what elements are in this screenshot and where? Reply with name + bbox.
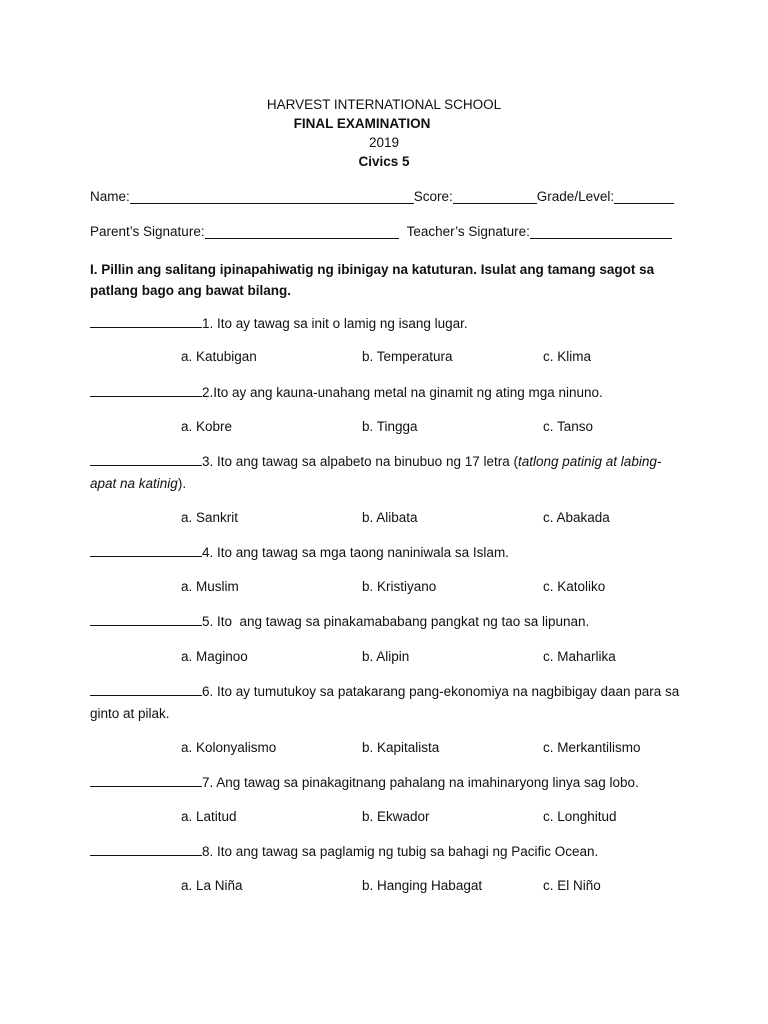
school-name: HARVEST INTERNATIONAL SCHOOL	[266, 97, 502, 112]
question-6-text: 6. Ito ay tumutukoy sa patakarang pang-ekonomiya na nagbibigay daan para sa ginto at pilak.	[90, 684, 680, 721]
option-4b: b. Kristiyano	[362, 579, 437, 594]
option-1b: b. Temperatura	[362, 349, 453, 364]
option-5a: a. Maginoo	[181, 649, 248, 664]
option-3c: c. Abakada	[543, 510, 610, 525]
question-8	[90, 841, 680, 863]
answer-blank-7[interactable]	[90, 772, 202, 787]
options-5	[181, 649, 681, 669]
score-label: Score:	[413, 189, 453, 204]
score-blank[interactable]	[453, 189, 537, 204]
option-6a: a. Kolonyalismo	[181, 740, 277, 755]
question-1	[90, 313, 680, 335]
answer-blank-8[interactable]	[90, 841, 202, 856]
question-3-tail: ).	[177, 476, 187, 491]
option-2b: b. Tingga	[362, 419, 418, 434]
option-4c: c. Katoliko	[543, 579, 606, 594]
grade-label: Grade/Level:	[536, 189, 615, 204]
option-6c: c. Merkantilismo	[543, 740, 641, 755]
option-3a: a. Sankrit	[181, 510, 239, 525]
options-7	[181, 809, 681, 829]
exam-subject: Civics 5	[358, 154, 410, 169]
option-3b: b. Alibata	[362, 510, 418, 525]
signature-row	[90, 224, 675, 239]
option-5c: c. Maharlika	[543, 649, 616, 664]
name-label: Name:	[90, 189, 130, 204]
student-info-row	[90, 189, 675, 204]
answer-blank-3[interactable]	[90, 451, 202, 466]
option-8a: a. La Niña	[181, 878, 243, 893]
question-5-text: 5. Ito ang tawag sa pinakamababang pangkat ng tao sa lipunan.	[202, 614, 590, 629]
instructions: I. Pillin ang salitang ipinapahiwatig ng ibinigay na katuturan. Isulat ang tamang sagot sa patlang bago ang bawat bilang.	[90, 262, 655, 298]
teacher-signature-blank[interactable]	[530, 224, 672, 239]
options-6	[181, 740, 681, 760]
parent-signature-blank[interactable]	[205, 224, 399, 239]
option-5b: b. Alipin	[362, 649, 410, 664]
option-6b: b. Kapitalista	[362, 740, 440, 755]
options-8	[181, 878, 681, 898]
option-8c: c. El Niño	[543, 878, 601, 893]
options-2	[181, 419, 681, 439]
answer-blank-1[interactable]	[90, 313, 202, 328]
question-4	[90, 542, 680, 564]
options-4	[181, 579, 681, 599]
question-1-text: 1. Ito ay tawag sa init o lamig ng isang lugar.	[202, 316, 468, 331]
option-7b: b. Ekwador	[362, 809, 430, 824]
question-3	[90, 451, 680, 495]
question-7-text: 7. Ang tawag sa pinakagitnang pahalang na imahinaryong linya sag lobo.	[202, 775, 639, 790]
grade-blank[interactable]	[614, 189, 674, 204]
option-1c: c. Klima	[543, 349, 592, 364]
question-3-text: 3. Ito ang tawag sa alpabeto na binubuo ng 17 letra (	[202, 454, 518, 469]
answer-blank-2[interactable]	[90, 382, 202, 397]
exam-header	[0, 95, 768, 171]
options-3	[181, 510, 681, 530]
option-8b: b. Hanging Habagat	[362, 878, 483, 893]
answer-blank-4[interactable]	[90, 542, 202, 557]
question-3-italic: tatlong patinig at labing-apat na katinig	[90, 454, 662, 491]
question-5	[90, 611, 680, 633]
name-blank[interactable]	[130, 189, 414, 204]
option-2a: a. Kobre	[181, 419, 233, 434]
question-2-text: 2.Ito ay ang kauna-unahang metal na ginamit ng ating mga ninuno.	[202, 385, 603, 400]
question-2	[90, 382, 680, 404]
option-1a: a. Katubigan	[181, 349, 257, 364]
answer-blank-6[interactable]	[90, 681, 202, 696]
exam-title: FINAL EXAMINATION	[293, 116, 431, 131]
options-1	[181, 349, 681, 369]
teacher-signature-label: Teacher’s Signature:	[406, 224, 530, 239]
option-4a: a. Muslim	[181, 579, 239, 594]
question-8-text: 8. Ito ang tawag sa paglamig ng tubig sa bahagi ng Pacific Ocean.	[202, 844, 599, 859]
question-6	[90, 681, 680, 725]
option-2c: c. Tanso	[543, 419, 594, 434]
exam-year: 2019	[368, 135, 400, 150]
option-7a: a. Latitud	[181, 809, 237, 824]
answer-blank-5[interactable]	[90, 611, 202, 626]
question-7	[90, 772, 680, 794]
question-4-text: 4. Ito ang tawag sa mga taong naniniwala sa Islam.	[202, 545, 509, 560]
parent-signature-label: Parent’s Signature:	[90, 224, 205, 239]
option-7c: c. Longhitud	[543, 809, 617, 824]
